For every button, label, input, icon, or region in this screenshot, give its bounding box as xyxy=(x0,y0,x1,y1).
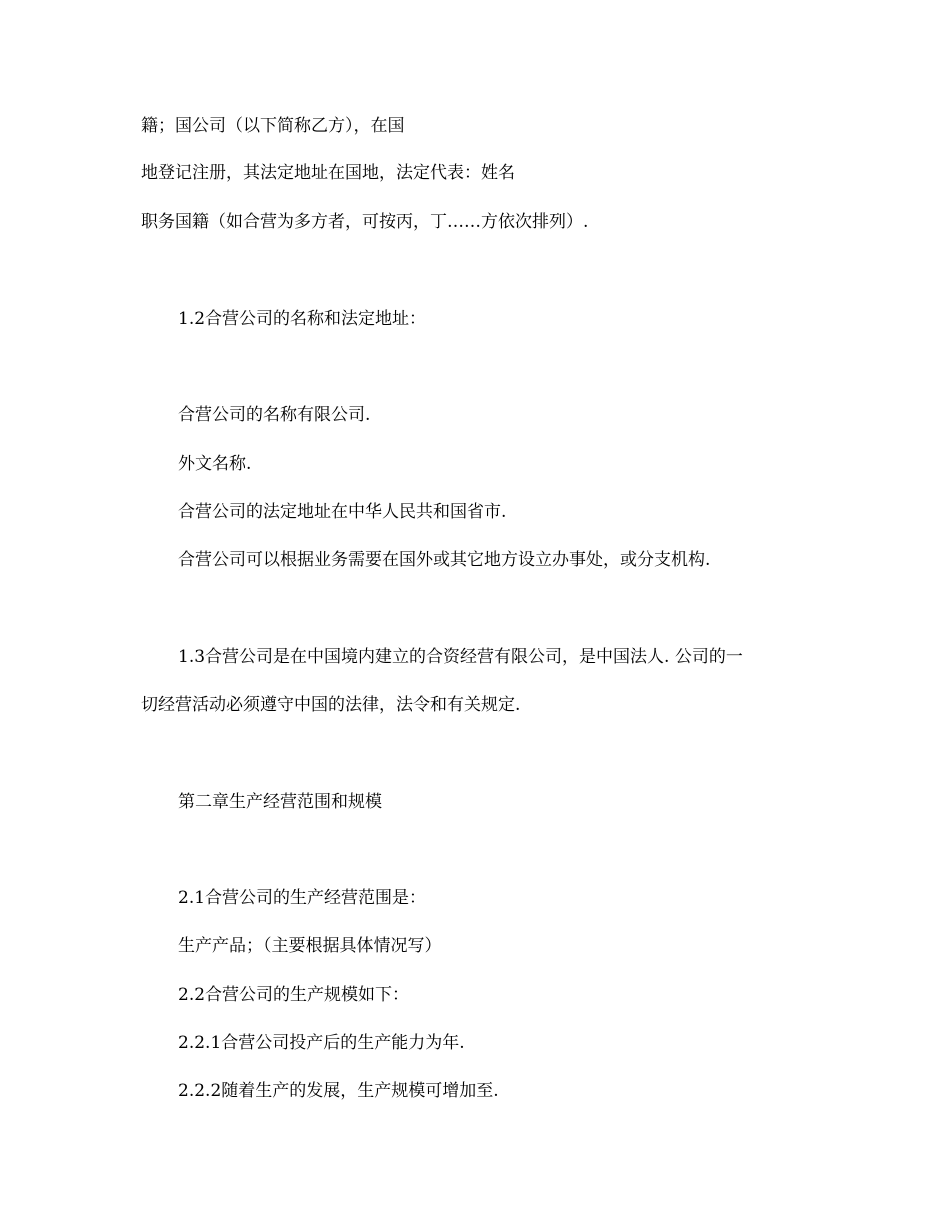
text-fragment: 职务 xyxy=(141,212,175,232)
section-heading xyxy=(178,306,950,332)
text-fragment: 合营公司是在中国境内建立的合资经营有限公司，是中国法人. 公司的一 xyxy=(205,647,743,667)
text-fragment: 有限公司. xyxy=(297,405,371,425)
text-fragment: 国 xyxy=(345,163,362,183)
section-number: 1.2 xyxy=(178,309,206,329)
text-fragment: 合营公司的生产规模如下： xyxy=(205,985,410,1005)
section-number: 2.2.1 xyxy=(178,1033,222,1053)
section-heading xyxy=(178,982,950,1008)
text-fragment: ； xyxy=(158,116,175,136)
subsection-paragraph xyxy=(178,1078,950,1104)
text-fragment: 合营公司的名称 xyxy=(178,405,297,425)
text-fragment: 国 xyxy=(175,116,192,136)
text-line xyxy=(178,451,950,477)
text-fragment: 国籍 xyxy=(175,212,209,232)
subsection-paragraph xyxy=(178,1030,950,1056)
text-fragment: . xyxy=(459,1033,465,1053)
text-fragment: （如合营为多方者，可按丙，丁……方依次排列）. xyxy=(209,212,589,232)
text-fragment: . xyxy=(493,1081,499,1101)
text-line xyxy=(141,209,950,235)
text-fragment: 合营公司的法定地址在中华人民共和国 xyxy=(178,502,467,522)
text-line xyxy=(141,692,950,718)
text-fragment: 合营公司投产后的生产能力为年 xyxy=(221,1033,460,1053)
section-number: 2.2.2 xyxy=(178,1081,222,1101)
text-fragment: 地登记注册，其法定地址在 xyxy=(141,163,345,183)
text-line xyxy=(178,547,950,573)
chapter-title: 生产经营范围和规模 xyxy=(229,792,382,812)
text-line xyxy=(141,113,950,139)
chapter-heading xyxy=(178,789,950,815)
text-fragment: 合营公司的生产经营范围是： xyxy=(205,888,427,908)
text-fragment: 籍 xyxy=(141,116,158,136)
text-line xyxy=(141,160,950,186)
text-line xyxy=(178,402,950,428)
text-line xyxy=(178,933,950,959)
text-fragment: 生产 xyxy=(178,936,212,956)
text-fragment: 切经营活动必须遵守中国的法律，法令和有关规定. xyxy=(141,695,521,715)
text-fragment: 国 xyxy=(387,116,405,136)
text-fragment: 公司（以下简称乙方），在 xyxy=(192,116,388,136)
text-fragment: （主要根据具体情况写） xyxy=(263,936,442,956)
text-fragment: . xyxy=(246,454,252,474)
text-fragment: 市. xyxy=(484,502,507,522)
text-fragment: 外文名称 xyxy=(178,454,246,474)
section-heading xyxy=(178,885,950,911)
section-paragraph xyxy=(178,644,950,670)
text-fragment: 合营公司可以根据业务需要在国外或其它地方设立办事处，或分支机构. xyxy=(178,550,711,570)
section-number: 2.2 xyxy=(178,985,206,1005)
text-fragment: 随着生产的发展，生产规模可增加至 xyxy=(221,1081,494,1101)
chapter-number: 第二章 xyxy=(178,792,229,812)
section-number: 1.3 xyxy=(178,647,206,667)
section-number: 2.1 xyxy=(178,888,206,908)
text-fragment: 省 xyxy=(467,502,484,522)
text-fragment: 合营公司的名称和法定地址： xyxy=(205,309,427,329)
text-line xyxy=(178,499,950,525)
text-fragment: 地，法定代表：姓名 xyxy=(362,163,515,183)
text-fragment: 产品； xyxy=(212,936,263,956)
